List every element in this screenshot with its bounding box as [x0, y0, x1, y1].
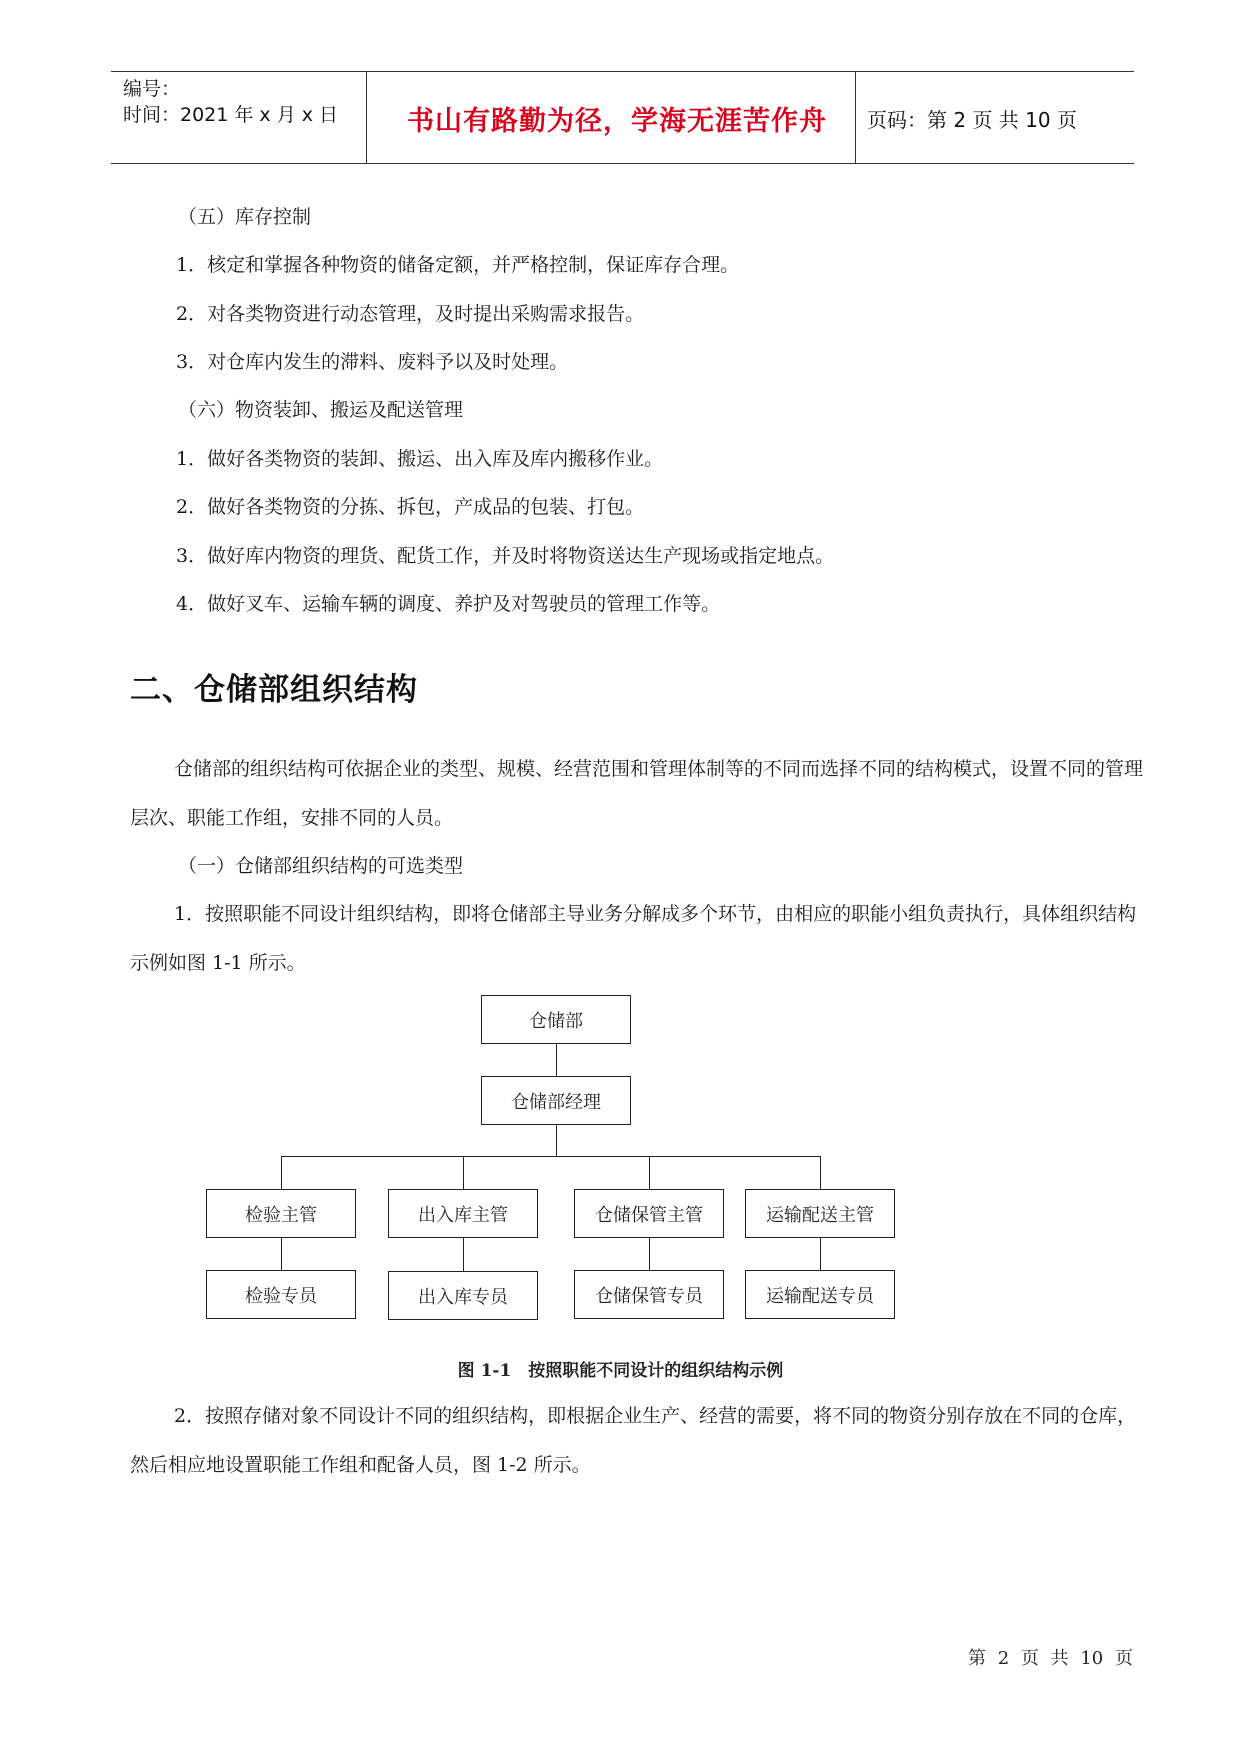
- header-divider-right: [855, 71, 856, 164]
- org-connector: [649, 1238, 650, 1270]
- org-connector: [463, 1238, 464, 1271]
- org-node-staff: 检验专员: [206, 1270, 356, 1319]
- org-node-supervisor: 出入库主管: [388, 1189, 538, 1238]
- figure-caption: 图 1-1 按照职能不同设计的组织结构示例: [457, 1361, 784, 1381]
- chapter-item-2: 2．按照存储对象不同设计不同的组织结构，即根据企业生产、经营的需要，将不同的物资分别存放在不同的仓库，然后相应地设置职能工作组和配备人员，图 1-2 所示。: [130, 1405, 1137, 1476]
- header-divider-left: [366, 71, 367, 164]
- footer-page-number: 第 2 页 共 10 页: [968, 1648, 1133, 1669]
- org-node-staff: 仓储保管专员: [574, 1270, 724, 1319]
- section6-item-3: 3．做好库内物资的理货、配货工作，并及时将物资送达生产现场或指定地点。: [176, 545, 835, 567]
- chapter-subheading: （一）仓储部组织结构的可选类型: [178, 855, 464, 877]
- org-node-supervisor: 仓储保管主管: [574, 1189, 724, 1238]
- org-node-supervisor: 检验主管: [206, 1189, 356, 1238]
- org-connector: [556, 1044, 557, 1076]
- chapter-heading: 二、仓储部组织结构: [130, 672, 418, 708]
- header-page-number: 页码：第 2 页 共 10 页: [867, 108, 1077, 132]
- org-node-supervisor: 运输配送主管: [745, 1189, 895, 1238]
- org-connector: [463, 1156, 464, 1189]
- section5-item-2: 2．对各类物资进行动态管理，及时提出采购需求报告。: [176, 303, 645, 325]
- org-node-top: 仓储部: [481, 995, 631, 1044]
- header-motto: 书山有路勤为径，学海无涯苦作舟: [407, 106, 827, 137]
- org-connector: [820, 1238, 821, 1270]
- org-connector: [281, 1156, 282, 1189]
- org-connector: [820, 1156, 821, 1189]
- chapter-item-1: 1．按照职能不同设计组织结构，即将仓储部主导业务分解成多个环节，由相应的职能小组负责执行，具体组织结构示例如图 1-1 所示。: [130, 903, 1137, 974]
- org-connector: [556, 1125, 557, 1156]
- org-connector: [649, 1156, 650, 1189]
- document-number-label: 编号：: [123, 78, 181, 100]
- org-node-staff: 出入库专员: [388, 1271, 538, 1320]
- section6-item-4: 4．做好叉车、运输车辆的调度、养护及对驾驶员的管理工作等。: [176, 593, 721, 615]
- section5-item-3: 3．对仓库内发生的滞料、废料予以及时处理。: [176, 351, 569, 373]
- org-connector: [281, 1238, 282, 1270]
- header-meta: [123, 76, 338, 128]
- section5-title: （五）库存控制: [178, 206, 312, 228]
- header-top-rule: [111, 71, 1134, 72]
- org-connector-horizontal: [281, 1156, 820, 1157]
- section5-item-1: 1．核定和掌握各种物资的储备定额，并严格控制，保证库存合理。: [176, 254, 740, 276]
- org-node-manager: 仓储部经理: [481, 1076, 631, 1125]
- header-bottom-rule: [111, 163, 1134, 164]
- chapter-intro: 仓储部的组织结构可依据企业的类型、规模、经营范围和管理体制等的不同而选择不同的结构模式，设置不同的管理层次、职能工作组，安排不同的人员。: [130, 758, 1144, 829]
- section6-item-2: 2．做好各类物资的分拣、拆包，产成品的包装、打包。: [176, 496, 645, 518]
- section6-item-1: 1．做好各类物资的装卸、搬运、出入库及库内搬移作业。: [176, 448, 664, 470]
- section6-title: （六）物资装卸、搬运及配送管理: [178, 399, 464, 421]
- org-node-staff: 运输配送专员: [745, 1270, 895, 1319]
- document-time-label: 时间：2021 年 x 月 x 日: [123, 104, 339, 126]
